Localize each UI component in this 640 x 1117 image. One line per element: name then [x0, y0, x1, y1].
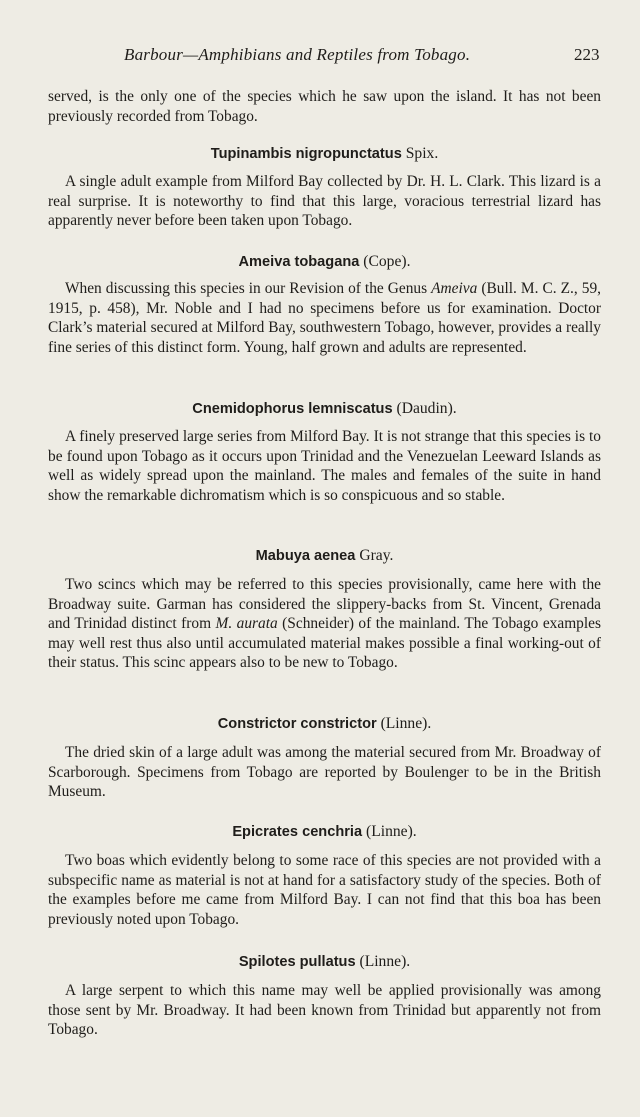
species-name: Mabuya aenea — [255, 548, 356, 564]
running-title: Barbour—Amphibians and Reptiles from Tobago. — [124, 45, 471, 64]
species-heading-cnemidophorus — [48, 399, 601, 419]
species-authority: (Linne). — [359, 953, 411, 970]
species-paragraph: Two boas which evidently belong to some race of this species are not provided with a subspecific name as material is not at hand for a satisfactory study of the species. Both of the examples before me came from Milford Bay. I can not find that this boa has been previously noted upon Tobago. — [48, 852, 601, 928]
species-authority: Spix. — [405, 145, 439, 162]
species-paragraph: A large serpent to which this name may well be applied provisionally was among those sent by Mr. Broadway. It had been known from Trinidad but apparently not from Tobago. — [48, 982, 601, 1039]
species-authority: (Linne). — [366, 823, 417, 840]
genus-italic: Ameiva — [431, 280, 478, 297]
species-name: Cnemidophorus lemniscatus — [192, 401, 393, 417]
paragraph-text: (Schneider) of the mainland. The Tobago examples may well rest thus also until accumulated material makes possible a final working-out of their status. This scinc appears also to be new to Tobago. — [48, 615, 601, 672]
species-heading-epicrates — [48, 822, 601, 842]
species-paragraph-block — [48, 743, 601, 802]
paragraph-text: Two scincs which may be referred to this species provisionally, came here with the Broadway suite. Garman has considered the slippery-backs from St. Vincent, Grenada and Trinidad distinct from — [48, 576, 601, 633]
species-paragraph — [48, 279, 601, 357]
running-header — [0, 45, 640, 69]
species-heading-constrictor — [48, 714, 601, 734]
species-name: Epicrates cenchria — [232, 824, 363, 840]
species-paragraph-block — [48, 981, 601, 1040]
species-heading-ameiva — [48, 252, 601, 272]
species-name: Constrictor constrictor — [217, 716, 377, 732]
species-name: Tupinambis nigropunctatus — [210, 146, 402, 162]
species-italic: M. aurata — [215, 615, 278, 633]
species-heading-spilotes — [48, 952, 601, 972]
paragraph-text: When discussing this species in our Revision of the Genus — [65, 280, 432, 297]
species-paragraph-block — [48, 172, 601, 231]
species-paragraph: A single adult example from Milford Bay collected by Dr. H. L. Clark. This lizard is a real surprise. It is noteworthy to find that this large, voracious terrestrial lizard has apparently never before been taken upon Tobago. — [48, 173, 601, 230]
species-paragraph-block — [48, 427, 601, 505]
species-paragraph-block — [48, 279, 601, 357]
species-authority: (Cope). — [363, 253, 411, 270]
species-name: Ameiva tobagana — [238, 254, 360, 270]
species-paragraph: A finely preserved large series from Milford Bay. It is not strange that this species is to be found upon Tobago as it occurs upon Trinidad and the Venezuelan Leeward Islands as well as widely spread upon the mainland. The males and females of the suite in hand show the remarkable dichromatism which is so conspicuous and so stable. — [48, 428, 601, 504]
intro-paragraph: served, is the only one of the species which he saw upon the island. It has not been previously recorded from Tobago. — [48, 88, 601, 125]
intro-paragraph-block — [48, 87, 601, 126]
species-paragraph: The dried skin of a large adult was among the material secured from Mr. Broadway of Scarborough. Specimens from Tobago are reported by Boulenger to be in the British Museum. — [48, 744, 601, 801]
paragraph-text: (Bull. M. C. Z., 59, 1915, p. 458), Mr. Noble and I had no specimens before us for examination. Doctor Clark’s material secured at Milford Bay, southwestern Tobago, however, provides a really fine series of this distinct form. Young, half grown and adults are represented. — [48, 280, 601, 356]
species-paragraph-block — [48, 851, 601, 929]
species-heading-mabuya — [48, 546, 601, 566]
species-paragraph-block — [48, 575, 601, 673]
species-authority: (Linne). — [380, 715, 432, 732]
species-heading-tupinambis — [48, 144, 601, 164]
page-number: 223 — [574, 45, 600, 64]
species-name: Spilotes pullatus — [238, 954, 356, 970]
species-authority: Gray. — [359, 547, 394, 564]
species-paragraph — [48, 575, 601, 673]
species-authority: (Daudin). — [396, 400, 457, 417]
